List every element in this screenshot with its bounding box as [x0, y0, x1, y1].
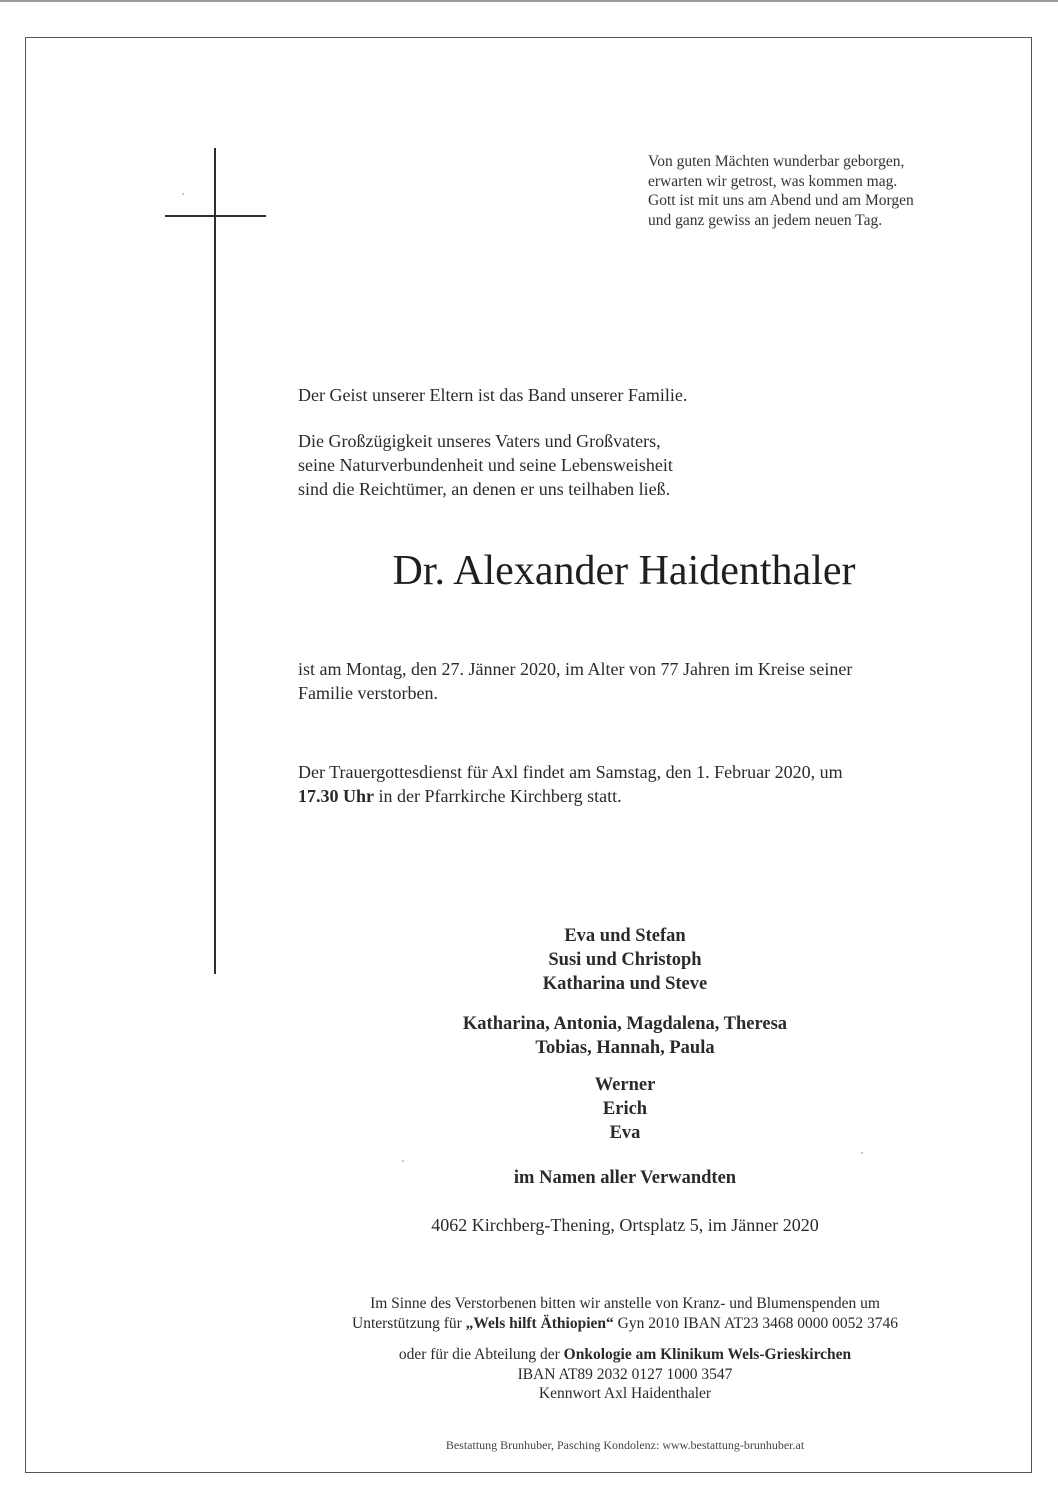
service-info	[298, 760, 978, 808]
deceased-name: Dr. Alexander Haidenthaler	[392, 548, 856, 594]
mourner-name: Eva	[609, 1123, 641, 1143]
tribute-text	[298, 429, 673, 501]
mourners-relatives	[395, 1166, 855, 1190]
donation-prefix: Unterstützung für	[352, 1314, 466, 1332]
mourner-name: Werner	[594, 1075, 656, 1095]
service-location: in der Pfarrkirche Kirchberg statt.	[374, 786, 622, 806]
mourner-name: Tobias, Hannah, Paula	[535, 1038, 715, 1058]
mourners-grandchildren	[395, 1012, 855, 1060]
page-border	[25, 37, 1032, 1473]
donation-prefix: oder für die Abteilung der	[398, 1346, 564, 1363]
intro-text: Der Geist unserer Eltern ist das Band unserer Familie.	[298, 385, 688, 405]
tribute-line: seine Naturverbundenheit und seine Lebensweisheit	[298, 455, 673, 475]
death-notice-line: ist am Montag, den 27. Jänner 2020, im Alter von 77 Jahren im Kreise seiner	[298, 659, 853, 679]
funeral-home-footer: Bestattung Brunhuber, Pasching Kondolenz: www.bestattung-brunhuber.at	[445, 1438, 805, 1452]
donation-line	[245, 1314, 1005, 1334]
poem-quote	[648, 152, 1008, 230]
donation-alternative	[245, 1345, 1005, 1404]
mourner-name: Katharina und Steve	[542, 974, 708, 994]
hospital-iban: IBAN AT89 2032 0127 1000 3547	[517, 1365, 733, 1383]
service-time: 17.30 Uhr	[298, 786, 374, 806]
donation-keyword: Kennwort Axl Haidenthaler	[538, 1385, 712, 1402]
hospital-department: Onkologie am Klinikum Wels-Grieskirchen	[563, 1346, 852, 1363]
tribute-line: sind die Reichtümer, an denen er uns teilhaben ließ.	[298, 479, 671, 499]
donation-line: Im Sinne des Verstorbenen bitten wir anstelle von Kranz- und Blumenspenden um	[370, 1295, 880, 1312]
poem-line: erwarten wir getrost, was kommen mag.	[648, 172, 898, 190]
scan-top-edge	[0, 0, 1058, 2]
mourner-name: Erich	[602, 1099, 648, 1119]
charity-name: „Wels hilft Äthiopien“	[465, 1314, 614, 1332]
donation-line	[245, 1345, 1005, 1365]
death-notice-line: Familie verstorben.	[298, 683, 438, 703]
service-line	[298, 784, 978, 808]
scan-speck	[402, 1160, 404, 1162]
poem-line: Gott ist mit uns am Abend und am Morgen	[648, 192, 914, 209]
mourner-name: Susi und Christoph	[548, 950, 702, 970]
scan-speck	[861, 1152, 863, 1154]
scan-speck	[182, 193, 184, 195]
cross-icon-bar	[165, 215, 266, 217]
tribute-line: Die Großzügigkeit unseres Vaters und Großvaters,	[298, 431, 661, 451]
relatives-line: im Namen aller Verwandten	[513, 1168, 737, 1188]
mourners-children	[395, 924, 855, 996]
donation-request	[245, 1294, 1005, 1333]
charity-iban: Gyn 2010 IBAN AT23 3468 0000 0052 3746	[613, 1314, 898, 1332]
poem-line: Von guten Mächten wunderbar geborgen,	[648, 153, 905, 170]
place-date: 4062 Kirchberg-Thening, Ortsplatz 5, im Jänner 2020	[431, 1215, 819, 1235]
service-line: Der Trauergottesdienst für Axl findet am Samstag, den 1. Februar 2020, um	[298, 762, 843, 782]
mourner-name: Katharina, Antonia, Magdalena, Theresa	[462, 1014, 788, 1034]
mourner-name: Eva und Stefan	[564, 926, 686, 946]
mourners-siblings	[395, 1073, 855, 1145]
poem-line: und ganz gewiss an jedem neuen Tag.	[648, 211, 883, 229]
death-notice	[298, 657, 978, 705]
